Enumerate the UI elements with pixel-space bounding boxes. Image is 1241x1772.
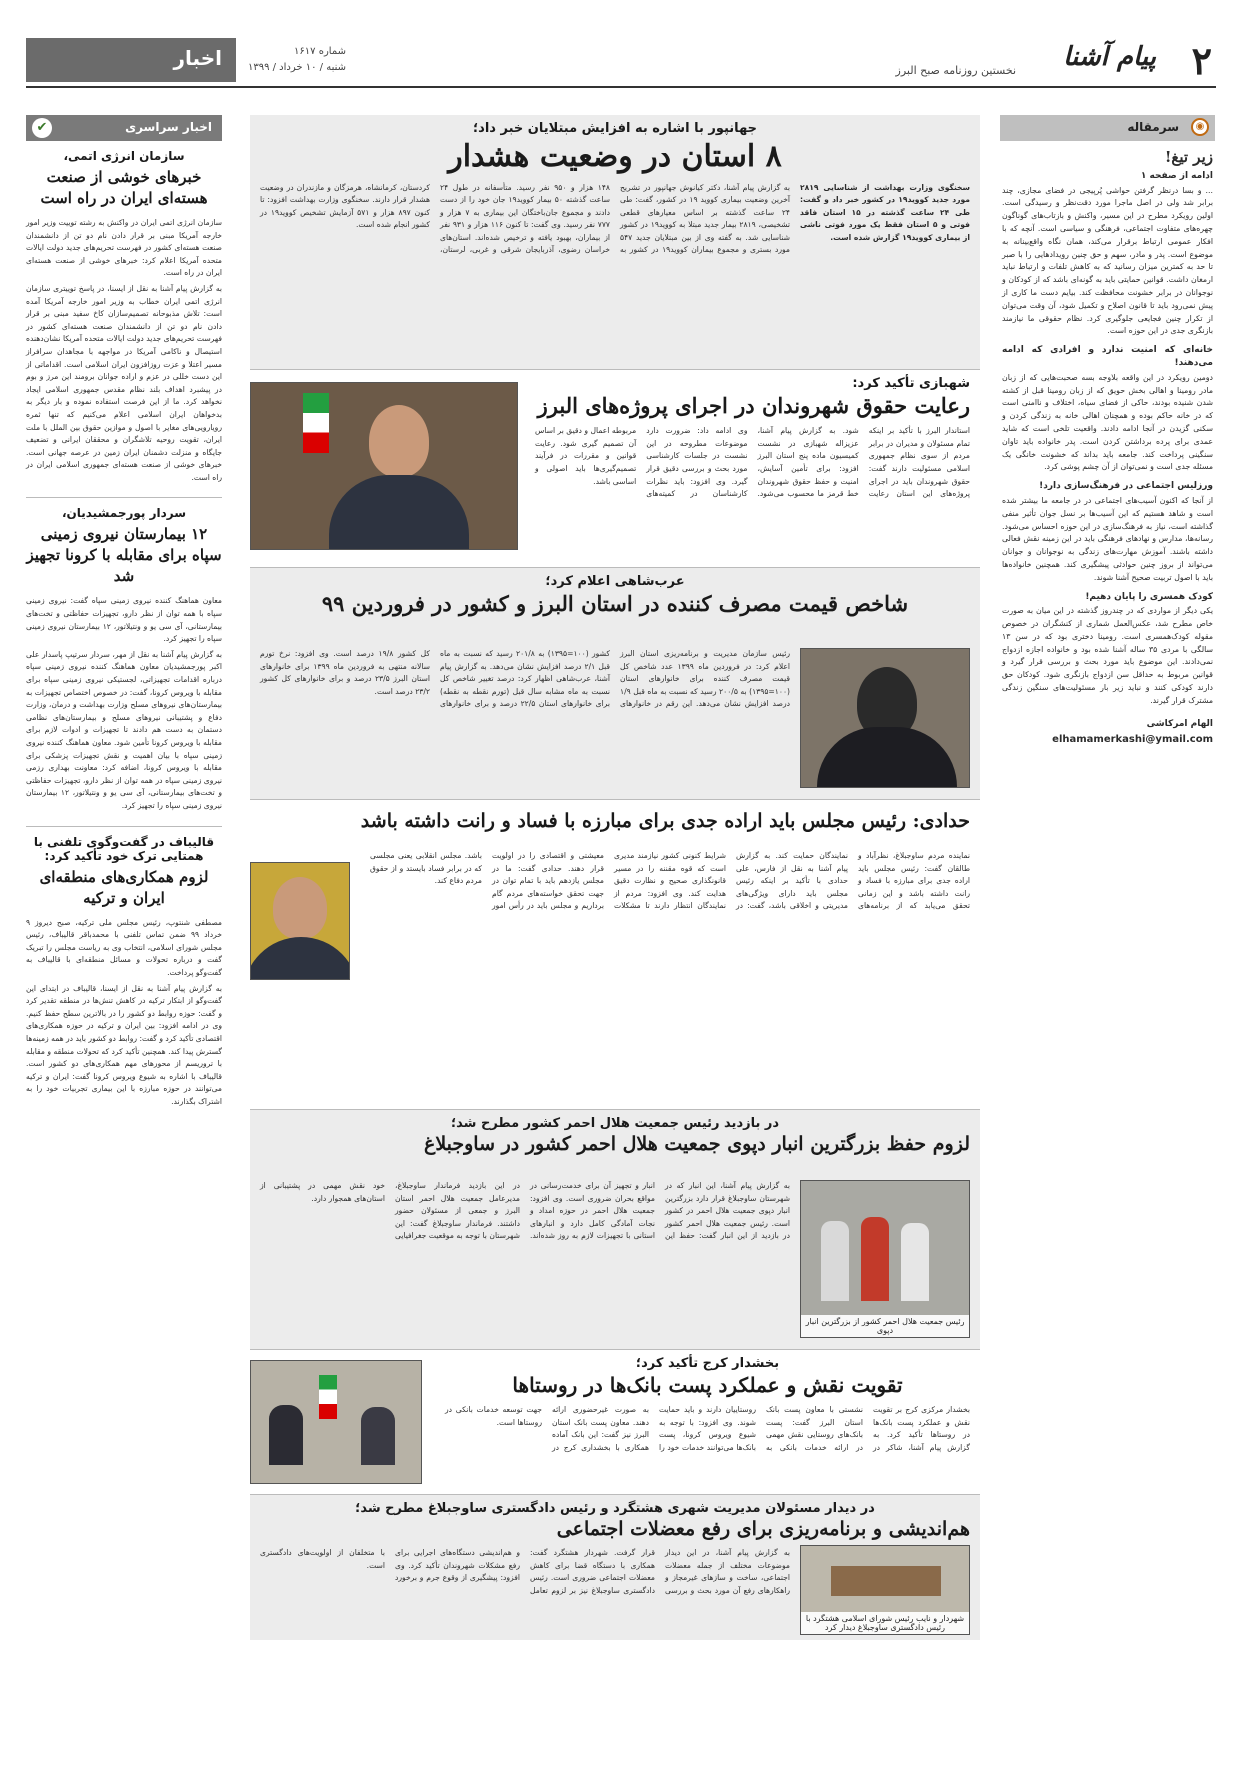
story-lead: معاون هماهنگ کننده نیروی زمینی سپاه گفت: نیروی زمینی سپاه با همه توان از نظر دارو، تجهیزات حفاظتی و تخت‌های بیمارستانی، آی سی یو و ونتیلاتور، ۱۲ بیمارستان نیروی زمینی سپاه را تجهیز کرد. [26, 596, 222, 644]
story-kicker: جهانپور با اشاره به افزایش مبتلایان خبر داد؛ [472, 121, 758, 136]
story-body: به گزارش پیام آشنا، در این دیدار موضوعات مختلف از جمله معضلات اجتماعی، ساخت و سازهای غیرمجاز و راهکارهای رفع آن مورد بحث و بررسی قرار گرفت. شهردار هشتگرد گفت: همکاری با دستگاه قضا برای کاهش معضلات اجتماعی ضروری است. رئیس دادگستری ساوجبلاغ نیز بر لزوم تعامل و هم‌اندیشی دستگاه‌های اجرایی برای رفع مشکلات شهروندان تأکید کرد. وی افزود: پیشگیری از وقوع جرم و برخورد با متخلفان از اولویت‌های دادگستری است. [260, 1548, 790, 1595]
news-story [26, 141, 222, 498]
governor-photo [250, 382, 518, 550]
story-headline: رعایت حقوق شهروندان در اجرای پروژه‌های البرز [537, 393, 970, 418]
editorial-paragraph: یکی دیگر از مواردی که در چندروز گذشته در این میان به صورت خاص مطرح شد، عکس‌العمل شماری از کنشگران در خصوص مقوله کودک‌همسری است. رومینا دختری بود که در سن ۱۳ سالگی با مردی ۳۵ ساله آشنا شده بود و خانواده اجازه ازدواج نمی‌دادند. این موضوع باید مورد بحث و بررسی قرار گیرد و قوانین مربوط به حداقل سن ازدواج بازنگری شود. کودکان حق دارند کودکی کنند و نباید زیر بار مسئولیت‌های سنگین زندگی مشترک قرار گیرند. [1002, 606, 1214, 705]
story-body: به گزارش پیام آشنا به نقل از ایسنا، قالیباف در ابتدای این گفت‌وگو از ابتکار ترکیه در کاهش تنش‌ها در منطقه تقدیر کرد و گفت: حوزه روابط دو کشور را در بالاترین سطح حفظ کنیم. وی در ادامه افزود: بین ایران و ترکیه در حوزه همکاری‌های اقتصادی تأکید کرد و گفت: روابط دو کشور باید در همه زمینه‌ها گسترش پیدا کند. همچنین تأکید کرد که تحولات منطقه و مقابله با تروریسم از محورهای مهم همکاری‌های دو کشور است. قالیباف با اشاره به شیوع ویروس کرونا گفت: ایران و ترکیه می‌توانند در حوزه مبارزه با این بیماری تجربیات خود را به اشتراک بگذارند. [26, 983, 222, 1106]
tagline: نخستین روزنامه صبح البرز [895, 64, 1016, 77]
national-news-header: ✔ اخبار سراسری [26, 115, 222, 141]
story-headline: ۱۲ بیمارستان نیروی زمینی سپاه برای مقابله با کرونا تجهیز شد [26, 525, 222, 586]
photo-caption: شهردار و نایب رئیس شورای اسلامی هشتگرد با رئیس دادگستری ساوجبلاغ دیدار کرد [801, 1612, 969, 1634]
story-kicker: در بازدید رئیس جمعیت هلال احمر کشور مطرح شد؛ [450, 1116, 780, 1131]
main-story-social-issues [250, 1495, 980, 1640]
social-meeting-photo [800, 1545, 970, 1635]
eye-icon: ◉ [1191, 118, 1209, 136]
story-body: استاندار البرز با تأکید بر اینکه تمام مسئولان و مدیران در برابر مردم از سوی نظام جمهوری اسلامی مسئولیت دارند گفت: حقوق شهروندان باید در اجرای پروژه‌های این استان رعایت شود. به گزارش پیام آشنا، عزیزاله شهبازی در نشست کمیسیون ماده پنج استان البرز افزود: برای تأمین آسایش، امنیت و حفظ حقوق شهروندان خط قرمز ما محسوب می‌شود. وی ادامه داد: ضرورت دارد موضوعات مطروحه در این نشست در جلسات کارشناسی مورد بحث و بررسی دقیق قرار گیرد. وی افزود: باید نظرات کارشناسان در کمیته‌های مربوطه اعمال و دقیق بر اساس آن تصمیم گیری شود. رعایت قوانین و مقررات در فرآیند تصمیم‌گیری‌ها باید اصولی و اساسی باشد. [535, 426, 970, 499]
story-body: به گزارش پیام آشنا، دکتر کیانوش جهانپور در تشریح آخرین وضعیت بیماری کووید ۱۹ در کشور، گفت: طی ۲۴ ساعت گذشته بر اساس معیارهای قطعی تشخیصی، ۲۸۱۹ بیمار جدید مبتلا به کووید۱۹ در کشور شناسایی شد. به گفته وی از بین مبتلایان جدید ۵۴۷ مورد بستری و مجموع بیماران کووید۱۹ در کشور به ۱۴۸ هزار و ۹۵۰ نفر رسید. متأسفانه در طول ۲۴ ساعت گذشته ۵۰ بیمار کووید۱۹ جان خود را از دست دادند و مجموع جان‌باختگان این بیماری به ۷ هزار و ۷۷۷ نفر رسید. وی گفت: تا کنون ۱۱۶ هزار و ۹۳۱ نفر از بیماران، بهبود یافته و ترخیص شده‌اند. استان‌های خراسان رضوی، آذربایجان شرقی و غربی، لرستان، کردستان، کرمانشاه، هرمزگان و مازندران در وضعیت هشدار قرار دارند. سخنگوی وزارت بهداشت افزود: تا کنون ۸۹۷ هزار و ۵۷۱ آزمایش تشخیص کووید۱۹ در کشور انجام شده است. [260, 182, 790, 255]
story-kicker: قالیباف در گفت‌وگوی تلفنی با همتایی ترک خود تأکید کرد: [33, 834, 215, 863]
story-kicker: سازمان انرژی اتمی، [63, 149, 185, 163]
issue-date: شنبه / ۱۰ خرداد / ۱۳۹۹ [247, 62, 346, 73]
editorial-subhead: ورزلیس اجتماعی در فرهنگ‌سازی دارد! [1039, 481, 1213, 492]
main-story-citizen-rights [250, 370, 980, 568]
story-body: به گزارش پیام آشنا، این انبار که در شهرستان ساوجبلاغ قرار دارد بزرگترین انبار دپوی جمعیت هلال احمر در کشور است. رئیس جمعیت هلال احمر کشور در بازدید از این انبار گفت: حفظ این انبار و تجهیز آن برای خدمت‌رسانی در مواقع بحران ضروری است. وی افزود: جمعیت هلال احمر در حوزه امداد و نجات آمادگی کامل دارد و انبارهای استانی با تجهیزات لازم به روز شده‌اند. در این بازدید فرماندار ساوجبلاغ، مدیرعامل جمعیت هلال احمر استان البرز و جمعی از مسئولان حضور داشتند. فرماندار ساوجبلاغ گفت: این شهرستان با توجه به موقعیت جغرافیایی خود نقش مهمی در پشتیبانی از استان‌های همجوار دارد. [260, 1181, 790, 1241]
editorial-header: ◉ سرمقاله [1000, 115, 1215, 141]
story-body: نماینده مردم ساوجبلاغ، نظرآباد و طالقان گفت: رئیس مجلس باید اراده جدی برای مبارزه با فساد و رانت داشته باشد و این زمانی تحقق می‌یابد که از برنامه‌های نمایندگان حمایت کند. به گزارش پیام آشنا به نقل از فارس، علی حدادی با تأکید بر اینکه رئیس مجلس باید دارای ویژگی‌های مدیریتی و اخلاقی باشد، گفت: در شرایط کنونی کشور نیازمند مدیری است که قوه مقننه را در مسیر قانونگذاری صحیح و نظارت دقیق هدایت کند. وی افزود: مردم از نمایندگان انتظار دارند تا مشکلات معیشتی و اقتصادی را در اولویت قرار دهند. حدادی گفت: ما در مجلس یازدهم باید با تمام توان در جهت تحقق خواسته‌های مردم گام برداریم و مجلس باید در رأس امور باشد. مجلس انقلابی یعنی مجلسی که در برابر فساد بایستد و از حقوق مردم دفاع کند. [370, 851, 970, 911]
story-headline: حدادی: رئیس مجلس باید اراده جدی برای مبارزه با فساد و رانت داشته باشد [360, 810, 970, 832]
author-name: الهام امرکاشی [1146, 718, 1213, 729]
news-story [26, 498, 222, 826]
story-lead: مصطفی شنتوپ، رئیس مجلس ملی ترکیه، صبح دیروز ۹ خرداد ۹۹ ضمن تماس تلفنی با محمدباقر قالیباف، رئیس مجلس شورای اسلامی، انتخاب وی به ریاست مجلس را تبریک گفت و درباره تحولات و مسائل منطقه‌ای با قالیباف به گفت‌وگو پرداخت. [26, 917, 222, 977]
main-story-red-crescent [250, 1110, 980, 1350]
main-news-area [250, 115, 980, 1640]
editorial-column [1000, 115, 1215, 751]
editorial-paragraph: دومین رویکرد در این واقعه بلاوجه بسه صحبت‌هایی که از زبان مادر رومینا و اهالی بخش حویق که از زبان رومینا قبل از کشته شدن شنیده بودند، حاکی از فضای سیاه، اختلاف و ناامنی است که در خانه حاکم بوده و همچنان اهالی خانه به زندگی کردن و سکنی گزیدن در آنجا ادامه دادند. واقعیت تلخی است که شاید عمدی برای پرده برداشتن کردن است. پدر خانواده باید تاوان سنگینی پرداخت کند. جامعه باید بداند که خشونت خانگی یک مسئله جدی است و نمی‌توان از آن چشم پوشی کرد. [1002, 372, 1213, 472]
story-kicker: در دیدار مسئولان مدیریت شهری هشتگرد و رئیس دادگستری ساوجبلاغ مطرح شد؛ [355, 1501, 875, 1516]
story-headline: لزوم همکاری‌های منطقه‌ای ایران و ترکیه [39, 867, 209, 907]
warehouse-visit-photo [800, 1180, 970, 1338]
main-story-cpi [250, 568, 980, 800]
official-photo [800, 648, 970, 788]
photo-caption: رئیس جمعیت هلال احمر کشور از بزرگترین انبار دپوی [801, 1315, 969, 1337]
meeting-photo [250, 1360, 422, 1484]
editorial-title: زیر تیغ! [1164, 148, 1213, 166]
story-lead: سازمان انرژی اتمی ایران در واکنش به رشته توییت وزیر امور خارجه آمریکا مبنی بر قرار دادن نام دو تن از دانشمندان صنعت هسته‌ای کشور در فهرست تحریم‌های جدید دولت ایالات متحده آمریکا اعلام کرد: خبرهای خوشی از صنعت هسته‌ای ایران در راه است. [26, 218, 222, 278]
masthead [26, 38, 1216, 88]
story-body: بخشدار مرکزی کرج بر تقویت نقش و عملکرد پست بانک‌ها در روستاها تأکید کرد. به گزارش پیام آشنا، شاکر در نشستی با معاون پست بانک استان البرز گفت: پست بانک‌های روستایی نقش مهمی در ارائه خدمات بانکی به روستاییان دارند و باید حمایت شوند. وی افزود: با توجه به شیوع ویروس کرونا، پست بانک‌ها می‌توانند خدمات خود را به صورت غیرحضوری ارائه دهند. معاون پست بانک استان البرز نیز گفت: این بانک آماده همکاری با بخشداری کرج در جهت توسعه خدمات بانکی در روستاها است. [445, 1405, 970, 1452]
issue-info [246, 44, 346, 76]
story-body: رئیس سازمان مدیریت و برنامه‌ریزی استان البرز اعلام کرد: در فروردین ماه ۱۳۹۹ عدد شاخص کل قیمت مصرف کننده برای خانوارهای استان (۱۰۰=۱۳۹۵) به ۲۰۰/۵ رسید که نسبت به ماه قبل ۱/۹ درصد افزایش نشان می‌دهد. این رقم در خانوارهای کشور (۱۰۰=۱۳۹۵) به ۲۰۱/۸ رسید که نسبت به ماه قبل ۲/۱ درصد افزایش نشان می‌دهد. به گزارش پیام آشنا، عرب‌شاهی اظهار کرد: درصد تغییر شاخص کل نسبت به ماه مشابه سال قبل (تورم نقطه به نقطه) برای خانوارهای استان ۲۲/۵ درصد و برای خانوارهای کل کشور ۱۹/۸ درصد است. وی افزود: نرخ تورم سالانه منتهی به فروردین ماه ۱۳۹۹ برای خانوارهای استان البرز ۲۳/۵ درصد و برای خانوارهای کل کشور ۲۳/۲ درصد است. [260, 649, 790, 709]
story-headline: تقویت نقش و عملکرد پست بانک‌ها در روستاها [512, 1373, 903, 1397]
story-kicker: شهبازی تأکید کرد: [852, 376, 970, 391]
main-story-post-bank [250, 1350, 980, 1495]
mp-photo [250, 862, 350, 980]
story-kicker: عرب‌شاهی اعلام کرد؛ [545, 574, 685, 589]
story-headline: خبرهای خوشی از صنعت هسته‌ای ایران در راه است [40, 168, 208, 207]
main-story-covid [250, 115, 980, 370]
section-title: اخبار [26, 38, 236, 82]
main-story-parliament [250, 800, 980, 1110]
editorial-paragraph: ... و بسا درنظر گرفتن حواشی پُرپیجی در فضای مجازی، چند برابر شد ولی در اصل ماجرا مورد دقت‌نظر و رسیدگی است. اولین رویکرد مطرح در این مسیر، واکنش و بازتاب‌های گوناگون چهره‌های متفاوت اجتماعی، فرهنگی و سیاسی است. آنچه که با افکار عمومی ارتباط برقرار می‌کند، همان نگاه واقع‌بینانه به موضوع است. پدر و مادر، سهم و حق چنین رویدادهایی را با صبر تا حد به کمترین میزان رسانید که به کاهش تلفات و ارتباط نباید ارمغان داشت. قوانین حمایتی باید به گونه‌ای باشد که از کودکان و نوجوانان در برابر خشونت محافظت کند. بیایم دست ما کاری از پیش نمی‌رود باید تا قانون اصلاح و تکمیل شود، آن وقت می‌توان از تکرار چنین فجایعی جلوگیری کرد. نظام حقوقی ما نیازمند بازنگری جدی در این حوزه است. [1002, 185, 1213, 336]
editorial-subhead: خانه‌ای که امنیت ندارد و افرادی که ادامه می‌دهند! [1002, 345, 1213, 368]
story-body: به گزارش پیام آشنا به نقل از ایسنا، در پاسخ توییتری سازمان انرژی اتمی ایران خطاب به وزیر امور خارجه آمریکا آمده است: تلاش مذبوحانه تصمیم‌سازان کاخ سفید مبنی بر قرار دادن نام دو تن از دانشمندان صنعت هسته‌ای کشور در فهرست تحریم‌های جدید دولت ایالات متحده آمریکا نشان‌دهنده استیصال و ناکامی آمریکا در مواجهه با مجاهدان سرافراز مسیر اعتلا و عزت روزافزون ایران اسلامی است. اقداماتی از این دست خللی در عزم و اراده جوانان برومند این مرز و بوم در پیشبرد اهداف بلند نظام مقدس جمهوری اسلامی ایجاد نخواهد کرد. ما از این فرصت استفاده نموده و بار دیگر به بدخواهان ایران اسلامی اعلام می‌کنیم که تنها ثمره رویارویی‌های مغایر با اصول و موازین حقوق بین الملل با ملت ایران، تقویت روحیه تلاشگران و محققان ایرانی و تضعیف جایگاه و منزلت دشمنان ایران زمین در عرصه جهانی است. خبرهای خوشی از صنعت هسته‌ای جمهوری اسلامی ایران در راه است. [26, 283, 222, 482]
issue-number: شماره ۱۶۱۷ [294, 46, 346, 57]
news-story [26, 827, 222, 1122]
story-headline: ۸ استان در وضعیت هشدار [448, 139, 782, 174]
newspaper-logo: پیام آشنا [1063, 42, 1156, 72]
story-headline: شاخص قیمت مصرف کننده در استان البرز و کشور در فروردین ۹۹ [321, 591, 909, 616]
story-kicker: سردار پورجمشیدیان، [61, 506, 187, 521]
author-email[interactable]: elhamamerkashi@ymail.com [1052, 734, 1213, 746]
story-body: به گزارش پیام آشنا به نقل از مهر، سردار سرتیپ پاسدار علی اکبر پورجمشیدیان معاون هماهنگ کننده نیروی زمینی سپاه درباره اقدامات تجهیزاتی، لجستیکی نیروی زمینی سپاه برای مقابله با ویروس کرونا، گفت: در خصوص اختصاص تجهیزات به بیمارستان‌های نیروهای مسلح وزارت بهداشت و درمان، وزارت دفاع و پشتیبانی نیروهای مسلح و بیمارستان‌های نظامی دستمان به دست هم دادند تا تجهیزات و ادوات لازم برای مقابله با ویروس کرونا تأمین شود. معاون هماهنگ کننده نیروی زمینی سپاه با بیان اهمیت و نقش تجهیزات پزشکی برای مقابله با ویروس کرونا، اضافه کرد: معاونت بهداری رزمی نیروی زمینی سپاه در همه توان از نظر دارو، تجهیزات حفاظتی و تخت‌های بیمارستانی، آی سی یو و ونتیلاتور، ۱۲ بیمارستان نیروی زمینی سپاه را تجهیز کرد. [26, 649, 222, 810]
editorial-subhead: کودک همسری را پایان دهیم! [1085, 591, 1213, 602]
story-headline: لزوم حفظ بزرگترین انبار دپوی جمعیت هلال احمر کشور در ساوجبلاغ [423, 1133, 970, 1155]
checkmark-icon: ✔ [32, 118, 52, 138]
continued-label: ادامه از صفحه ۱ [1140, 170, 1213, 181]
page-number: ۲ [1191, 38, 1212, 83]
story-headline: هم‌اندیشی و برنامه‌ریزی برای رفع معضلات اجتماعی [556, 1518, 970, 1540]
editorial-body [1000, 141, 1215, 751]
national-news-column [26, 115, 222, 1121]
story-lead: سخنگوی وزارت بهداشت از شناسایی ۲۸۱۹ مورد جدید کووید۱۹ در کشور خبر داد و گفت: طی ۲۴ ساعت گذشته در ۱۵ استان فاقد فوتی و ۵ استان فقط یک مورد فوتی ناشی از بیماری کووید۱۹ گزارش شده است. [800, 182, 970, 242]
editorial-paragraph: از آنجا که اکنون آسیب‌های اجتماعی در در جامعه ما بیشتر شده است و شاهد هستیم که این آسیب‌ها بر نسل جوان تأثیر منفی گذاشته است، نیاز به فرهنگ‌سازی در این حوزه احساس می‌شود. رسانه‌ها، مدارس و نهادهای فرهنگی باید در این زمینه نقش فعالی داشته باشند. آموزش مهارت‌های زندگی به نوجوانان و جوانان می‌تواند از بروز چنین حوادثی پیشگیری کند. همچنین خانواده‌ها باید با اصول تربیت صحیح آشنا شوند. [1002, 495, 1213, 582]
story-kicker: بخشدار کرج تأکید کرد؛ [635, 1356, 780, 1371]
